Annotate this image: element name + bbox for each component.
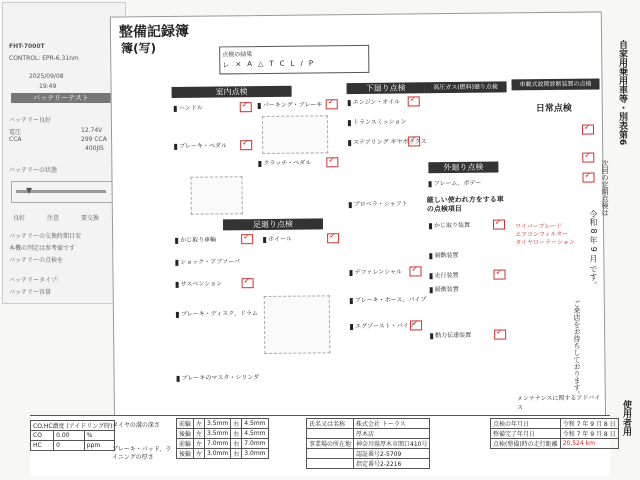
item-often-buffer: 緩衝装置 [430,284,459,293]
check-mark-icon [326,157,338,167]
check-mark-icon [327,233,339,243]
section-outer-header: 外廻り点検 [428,162,498,174]
receipt-title: バッテリーテスト [11,93,111,103]
receipt-footer: バッテリー容量 [9,289,52,296]
odometer: 20,524 km [560,439,618,449]
gauge-pointer-icon: ▼ [26,186,33,195]
sheet-subtitle: 簿(写) [121,41,157,56]
receipt-row: CCA 299 CCA [9,136,107,143]
receipt-note: 本機の判定は参考値です [9,245,76,252]
receipt-model: FHT-7000T [9,43,45,50]
item-differential: デファレンシャル [349,267,402,277]
next-inspection-date: 令和 8 年 9 月 です。 [589,210,598,289]
tire-row-front: 前輪 左 3.5mm 右 4.5mm [177,419,269,429]
receipt-control: CONTROL: EPR-6.31nm [9,55,79,62]
next-inspection-note: 次回の定期点検は [601,160,609,216]
receipt-note: バッテリーの交換時期目安 [9,233,82,240]
item-suspension: サスペンション [176,278,223,287]
shop-name: 株式会社 トーラス [354,419,430,429]
reminder-note: ご来店をお待ちしております。 [573,300,581,398]
complete-date: 令和 7 年 9 月 8 日 [560,429,618,439]
item-handle: ハンドル [174,103,203,112]
item-often-brake: 制動装置 [429,250,458,259]
emission-table: CO,HC濃度 (アイドリング時) CO 0.00 % HC 0 ppm [30,420,115,451]
shop-designation: 指定番号2-2216 [354,459,430,469]
replaced-parts [515,222,599,247]
check-mark-icon [241,234,253,244]
item-shock-absorber: ショック・アブソーバ [175,256,240,266]
scale-caution: 注意 [47,215,60,222]
shop-cert: 認証番号2-5709 [354,449,430,459]
check-date: 令和 7 年 9 月 8 日 [560,419,618,429]
item-wheel: ホイール [263,234,292,243]
item-brake-hose: ブレーキ・ホース、パイプ [350,294,427,304]
brake-row-front: 前輪 左 7.0mm 右 7.0mm [177,439,269,449]
tire-label: タイヤの溝の深さ [112,422,160,429]
item-steering-wheel: かじ取り車輪 [175,234,216,243]
check-mark-icon [410,320,422,330]
shop-branch: 厚木店 [354,429,430,439]
hc-value: 0 [54,441,85,451]
item-exhaust-pipe: エグゾースト・パイプ [350,320,415,330]
inspection-record-sheet [110,11,606,438]
receipt-result-heading: バッテリー良好 [9,117,52,124]
check-mark-icon [242,278,254,288]
item-often-steering: かじ取り装置 [429,220,470,229]
check-mark-icon [326,99,338,109]
check-mark-icon [493,219,505,229]
brake-drum-diagram [264,295,331,354]
check-mark-icon [408,136,420,146]
legend-label: 点検の結果 [222,51,253,59]
daily-check-header: 日常点検 [535,103,572,115]
receipt-footer: バッテリータイプ: [9,277,59,284]
item-often-drivetrain: 動力伝達装置 [430,330,471,339]
emission-label: CO,HC濃度 (アイドリング時) [31,421,115,431]
part-wiper: ワイパーブレード [514,222,563,231]
item-steering-gearbox: ステアリング ギヤボックス [348,136,426,146]
user-copy-label: 使用者用 [621,400,631,436]
check-mark-icon [409,266,421,276]
scale-good: 良好 [13,215,26,222]
item-brake-pedal: ブレーキ・ペダル [174,140,227,150]
check-mark-icon [408,96,420,106]
sheet-title: 整備記録簿 [118,23,190,41]
measurement-table [176,418,269,459]
item-master-cylinder: ブレーキのマスタ・シリンダ [177,372,260,382]
item-clutch-pedal: クラッチ・ペダル [258,157,311,167]
check-mark-icon [240,102,252,112]
co-value: 0.00 [54,431,85,441]
check-mark-icon [494,329,506,339]
shop-address: 神奈川県厚木市関口410号 [354,439,430,449]
tire-row-rear: 後輪 左 3.5mm 右 4.5mm [177,429,269,439]
shop-table: 氏名又は名称 株式会社 トーラス 厚木店 事業場の所在地 神奈川県厚木市関口410号 認証番号2-5709 指定番号2-2216 [306,418,430,469]
item-engine-oil: エンジン・オイル [348,97,400,107]
item-propeller-shaft: プロペラ・シャフト [349,198,408,208]
maintenance-advice: メンテナンスに関するアドバイス [516,394,601,412]
result-legend [219,45,369,75]
section-exhaust-header: 高圧ガス(燃料)廻り点検 [425,81,507,93]
dates-table: 点検の年月日 令和 7 年 9 月 8 日 整備完了年月日 令和 7 年 9 月 8 日 点検(整備)時の走行距離 20,524 km [490,418,619,449]
item-frame-body: フレーム、ボデー [429,178,482,188]
brake-lever-diagram [262,115,328,154]
side-title: 自家用乗用車等・別表第6 [617,40,627,146]
item-often-running: 走行装置 [429,270,458,279]
check-mark-icon [582,125,594,135]
bottom-summary [30,415,616,476]
pedal-diagram [190,176,242,215]
check-mark-icon [493,269,505,279]
section-onboard-header: 車載式故障診断装置の点検 [511,78,599,90]
section-underhood-header: 下廻り点検 [347,82,425,94]
receipt-gauge [11,181,113,203]
receipt-judgment-heading: バッテリーの状態 [9,167,58,174]
section-chassis-header: 足廻り点検 [223,218,323,230]
brake-label: ブレーキ・パッド、ライニングの厚さ [112,446,172,461]
check-mark-icon [582,153,594,163]
receipt-note: バッテリーの点検を [9,257,64,264]
item-parking-brake: パーキング・ブレーキ [258,99,323,109]
section-often-header: 厳しい使われ方をする車の点検項目 [426,195,504,214]
check-mark-icon [240,140,252,150]
receipt-date: 2025/09/08 [29,73,64,80]
battery-receipt: FHT-7000T CONTROL: EPR-6.31nm 2025/09/08 19:49 バッテリーテスト バッテリー良好 電圧 12.74V CCA 299 CCA 400JIS バッテリーの状態 ▼ 良好 注意 要交換 バッテリーの交換時期目安 本機の判定は参考値です バッテリーの点検を バッテリータイプ: バッテリー容量 [2,2,126,304]
part-aircon-filter: エアコンフィルター [515,230,569,239]
receipt-time: 19:49 [39,83,57,90]
item-brake-disc: ブレーキ・ディスク、ドラム [176,308,258,318]
brake-row-rear: 後輪 左 3.0mm 右 3.0mm [177,449,269,459]
check-mark-icon [582,173,594,183]
legend-symbols: レ × A △ T C L / P [222,59,314,70]
receipt-row: 電圧 12.74V [9,127,103,136]
scale-replace: 要交換 [81,215,100,222]
item-transmission: トランスミッション [348,116,407,126]
section-indoor-header: 室内点検 [172,86,292,98]
part-tire-rotation: タイヤローテーション [515,238,575,247]
